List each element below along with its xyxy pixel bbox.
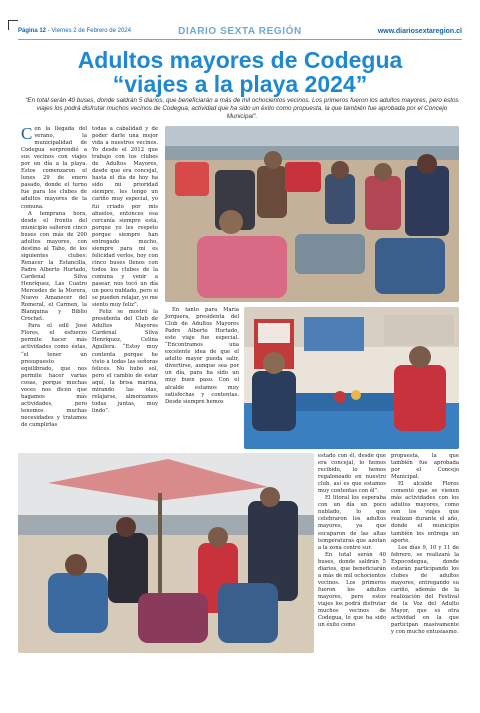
paragraph: Para el edil José Flores, el esfuerzo permite hacer más actividades como éstas, “el tener un presupuesto equilibrado, que nos permite hacer varias cosas, porque muchas veces nos dicen que hagamos más actividades, pero tenemos muchas necesidades y tratamos de cumplirlas	[21, 323, 87, 428]
beach-photo-1	[165, 126, 459, 302]
paragraph: todas a cabalidad y de poder darle una mejor vida a nuestros vecinos. Yo desde el 2012 que trabajo con los clubes de Adultos Mayores, desde que era concejal, hasta el día de hoy ha sido mi prioridad siempre, les tengo un cariño muy especial, yo fui criado por mis abuelos, entonces esa cercanía siempre está, porque yo les respeto porque siempre han entregado mucho, siempre para mi es felicidad verlos, hoy con cinco buses llenos con todos los clubes de la comuna y venir a pasear, nos tocó un día un poco nublado, pero si se pueden relajar, yo me siento muy feliz”.	[92, 126, 158, 309]
title-line-2: “viajes a la playa 2024”	[112, 71, 368, 97]
paragraph: Los días 9, 10 y 11 de febrero, se realizará la Expocodegua, donde estarán participando los clubes de adultos mayores, entregando su cariño, además de la realización del Festival de la Voz del Adulto Mayor, que es otra actividad en la que participan masivamente y con mucho entusiasmo.	[391, 544, 459, 636]
issue-date: Viernes 2 de Febrero de 2024	[51, 28, 131, 34]
crop-mark	[8, 20, 18, 30]
paragraph: A temprana hora, desde el frontis del municipio salieron cinco buses con más de 200 adultos mayores, con destino al Tabo, de los siguientes clubes: Renacer la Estancilla, Padre Alberto Hurtado, Cardenal Silva Henríquez, Las Cuatro Mercedes de la Morera, Nuevo Amanecer del Romeral, el Carmen, la Blanquina y Biblio Crochet.	[21, 210, 87, 323]
article-title	[18, 48, 462, 96]
paragraph: Feliz se mostró la presidenta del Club de Adultos Mayores Cardenal Silva Henríquez, Celina Aguilera. “Estoy muy contenta porque he visto a todas las señoras felices. No hubo sol, pero el cambio de estar aquí, la brisa marina, mirando las olas, relajarse, almorzamos todas juntas, muy lindo”.	[92, 309, 158, 414]
paragraph: propuesta, la que también fue aprobada por el Concejo Municipal.	[391, 453, 459, 481]
text-column-5	[391, 453, 459, 636]
newspaper-name: DIARIO SEXTA REGIÓN	[178, 25, 302, 37]
paragraph: El alcalde Flores comentó que se vienen más actividades con los adultos mayores, como son los viajes que realizan durante el año, donde el municipio también les entrega un aporte.	[391, 481, 459, 544]
paragraph: En total serán 40 buses, donde saldrán 5 diarios, que beneficiarán a más de mil ochocientos vecinos. Los primeros fueron los adultos mayores, pero estos viajes los podrá disfrutar muchos vecinos de Codegua, lo que ha sido un éxito como	[318, 551, 386, 629]
text-column-2	[92, 126, 158, 415]
photo-umbrella-beach	[18, 453, 314, 653]
lunch-photo	[244, 307, 459, 449]
page-info: Página 12 - Viernes 2 de Febrero de 2024	[18, 28, 131, 34]
header-divider	[18, 39, 462, 40]
drop-cap: C	[21, 124, 33, 143]
text-column-1	[21, 126, 87, 429]
website-link[interactable]: www.diariosextaregion.cl	[377, 27, 462, 35]
beach-photo-2	[18, 453, 314, 653]
paragraph: El litoral los esperaba con un día un poco nublado, lo que celebraron los adultos mayores, ya que escaparon de las altas temperaturas que azotan a la zona centro sur.	[318, 495, 386, 551]
article-lead: “En total serán 40 buses, donde saldrán 5 diarios, que beneficiarán a más de mil ochocientos vecinos. Los primeros fueron los adultos mayores, pero estos viajes los podrá disfrutar muchos vecinos de Codegua, actividad que ha sido un éxito como propuesta, la que también fue aprobada por el Concejo Municipal”.	[25, 97, 459, 120]
page-header	[18, 24, 462, 38]
photo-seniors-at-lunch	[244, 307, 459, 449]
title-line-1: Adultos mayores de Codegua	[77, 47, 403, 73]
page-number: Página 12	[18, 28, 47, 34]
paragraph: estado con él, desde que era concejal, lo hemos recibido, lo hemos regaloneado en nuestro club, así es que estamos muy contentas con él”.	[318, 453, 386, 495]
photo-seniors-on-beach	[165, 126, 459, 302]
text-column-4	[318, 453, 386, 629]
paragraph: Con la llegada del verano, la municipalidad de Codegua sorprendió a sus vecinos con viajes por un día a la playa. Estos comenzaron el lunes 29 de enero pasado, donde el turno fue para los clubes de adultos mayores de la comuna.	[21, 124, 87, 210]
text-column-3	[165, 307, 239, 406]
paragraph: En tanto para María Jorquera, presidenta del Club de Adultos Mayores Padre Alberto Hurtado, este viaje fue especial. “Encontramos una excelente idea de que el adulto mayor pueda salir, divertirse, aunque sea por un día, para ha sido un muy buen paso. Con el alcalde estamos muy satisfechas y contentas. Desde siempre hemos	[165, 307, 239, 405]
